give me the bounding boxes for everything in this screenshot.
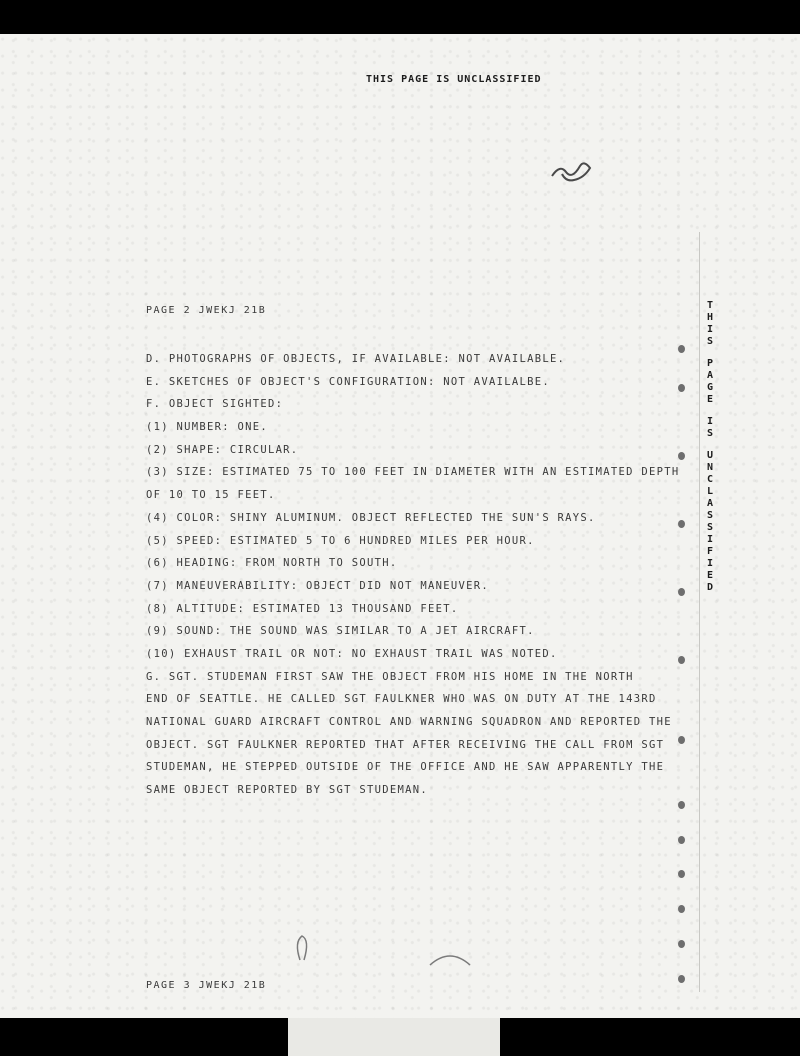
sprocket-hole [678, 870, 685, 878]
sprocket-hole [678, 905, 685, 913]
sprocket-hole [678, 801, 685, 809]
body-line: G. SGT. STUDEMAN FIRST SAW THE OBJECT FROM HIS HOME IN THE NORTH [146, 670, 634, 683]
stamp-word: U N C L A S S I F I E D [706, 450, 714, 593]
body-line: F. OBJECT SIGHTED: [146, 398, 284, 411]
sprocket-hole [678, 736, 685, 744]
sprocket-hole [678, 940, 685, 948]
sprocket-hole [678, 656, 685, 664]
page-reference-bottom: PAGE 3 JWEKJ 21B [146, 980, 267, 991]
stamp-word: P A G E [706, 358, 714, 405]
body-line: END OF SEATTLE. HE CALLED SGT FAULKNER WHO WAS ON DUTY AT THE 143RD [146, 693, 657, 706]
body-line: (5) SPEED: ESTIMATED 5 TO 6 HUNDRED MILES PER HOUR. [146, 534, 535, 547]
sprocket-hole [678, 975, 685, 983]
sprocket-hole [678, 588, 685, 596]
sprocket-hole [678, 836, 685, 844]
body-line: STUDEMAN, HE STEPPED OUTSIDE OF THE OFFICE AND HE SAW APPARENTLY THE [146, 761, 665, 774]
sprocket-hole [678, 384, 685, 392]
body-line: (1) NUMBER: ONE. [146, 421, 268, 434]
page-reference-top: PAGE 2 JWEKJ 21B [146, 305, 267, 316]
stamp-word: I S [706, 416, 714, 439]
body-line: (8) ALTITUDE: ESTIMATED 13 THOUSAND FEET. [146, 602, 459, 615]
body-line: NATIONAL GUARD AIRCRAFT CONTROL AND WARNING SQUADRON AND REPORTED THE [146, 716, 672, 728]
sprocket-hole [678, 520, 685, 528]
body-line: (9) SOUND: THE SOUND WAS SIMILAR TO A JET AIRCRAFT. [146, 625, 535, 638]
body-line: (4) COLOR: SHINY ALUMINUM. OBJECT REFLECTED THE SUN'S RAYS. [146, 511, 596, 524]
form-edge-line [699, 232, 700, 992]
classification-header: THIS PAGE IS UNCLASSIFIED [366, 74, 542, 85]
body-line: (10) EXHAUST TRAIL OR NOT: NO EXHAUST TRAIL WAS NOTED. [146, 647, 558, 660]
body-line: (7) MANEUVERABILITY: OBJECT DID NOT MANEUVER. [146, 579, 489, 592]
body-line: (6) HEADING: FROM NORTH TO SOUTH. [146, 557, 398, 570]
stamp-word: T H I S [706, 300, 714, 347]
body-line: OF 10 TO 15 FEET. [146, 489, 276, 502]
vertical-classification-stamp [703, 300, 717, 604]
body-line: E. SKETCHES OF OBJECT'S CONFIGURATION: NOT AVAILALBE. [146, 375, 550, 388]
body-line: SAME OBJECT REPORTED BY SGT STUDEMAN. [146, 784, 428, 797]
body-line: (2) SHAPE: CIRCULAR. [146, 443, 299, 456]
body-line: D. PHOTOGRAPHS OF OBJECTS, IF AVAILABLE: NOT AVAILABLE. [146, 353, 566, 365]
body-line: OBJECT. SGT FAULKNER REPORTED THAT AFTER RECEIVING THE CALL FROM SGT [146, 738, 665, 751]
message-body [146, 348, 680, 802]
body-line: (3) SIZE: ESTIMATED 75 TO 100 FEET IN DIAMETER WITH AN ESTIMATED DEPTH [146, 466, 680, 479]
sprocket-hole [678, 452, 685, 460]
sprocket-hole [678, 345, 685, 353]
